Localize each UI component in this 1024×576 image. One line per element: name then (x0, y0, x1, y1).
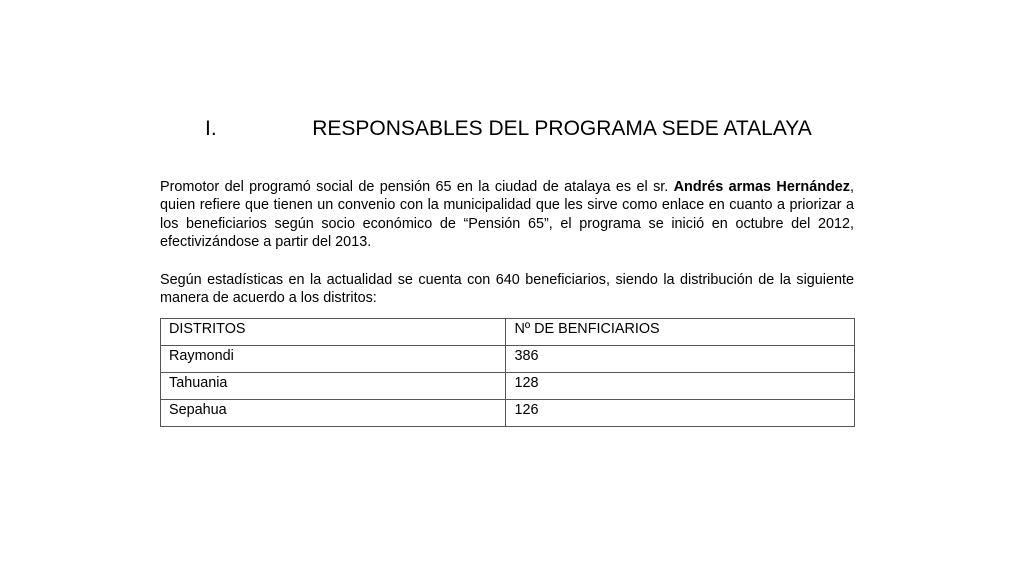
district-name-cell: Raymondi (161, 346, 506, 373)
table-row (161, 346, 855, 373)
districts-table-container (160, 318, 855, 427)
section-heading (205, 116, 855, 168)
section-number: I. (205, 117, 217, 140)
district-name-cell: Sepahua (161, 400, 506, 427)
table-row (161, 400, 855, 427)
intro-text-end: , quien refiere que tienen un convenio con la municipalidad que les sirve como enlace en cuanto a priorizar a los beneficiarios según socio económico de “Pensión 65”, el programa se inició en octubre del 2012, efectivizándose a partir del 2013. (160, 179, 854, 251)
table-header-row (161, 319, 855, 346)
beneficiaries-count-cell: 128 (506, 373, 855, 400)
table-row (161, 373, 855, 400)
section-title: RESPONSABLES DEL PROGRAMA SEDE ATALAYA (312, 117, 812, 140)
intro-text-start: Promotor del programó social de pensión 65 en la ciudad de atalaya es el sr. (160, 179, 674, 195)
districts-table (160, 318, 855, 427)
intro-paragraph (160, 178, 854, 252)
header-cell-districts: DISTRITOS (161, 319, 506, 346)
statistics-paragraph: Según estadísticas en la actualidad se cuenta con 640 beneficiarios, siendo la distribución de la siguiente manera de acuerdo a los distritos: (160, 272, 854, 307)
promoter-name: Andrés armas Hernández (673, 179, 850, 195)
district-name-cell: Tahuania (161, 373, 506, 400)
beneficiaries-count-cell: 126 (506, 400, 855, 427)
beneficiaries-count-cell: 386 (506, 346, 855, 373)
header-cell-beneficiaries: Nº DE BENFICIARIOS (506, 319, 855, 346)
